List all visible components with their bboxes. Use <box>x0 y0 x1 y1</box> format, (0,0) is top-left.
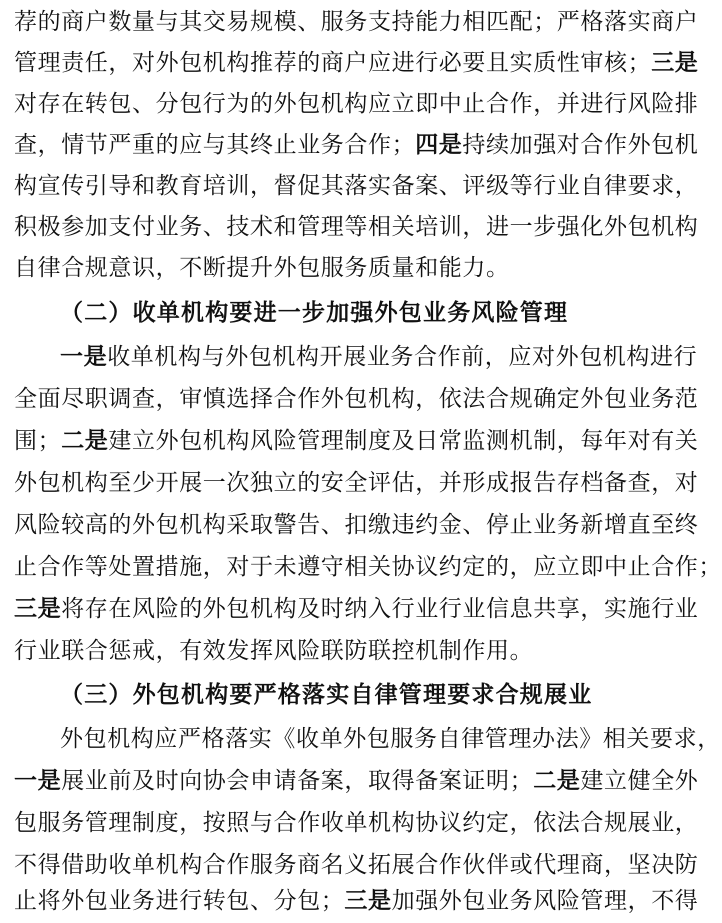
text-run: 持续加强对合作外包机 <box>462 132 699 158</box>
text-line <box>14 419 699 463</box>
text-line <box>14 587 699 631</box>
text-run: 包服务管理制度，按照与合作收单机构协议约定，依法合规展业， <box>14 810 699 836</box>
text-line <box>14 759 699 803</box>
text-line <box>14 879 699 923</box>
section-heading-2: （二）收单机构要进一步加强外包业务风险管理 <box>60 300 569 326</box>
text-run: 行业联合惩戒，有效发挥风险联防联控机制作用。 <box>14 638 534 664</box>
text-run: 自律合规意识，不断提升外包服务质量和能力。 <box>14 255 510 281</box>
bold-marker: 三是 <box>14 596 62 622</box>
text-run: 止合作等处置措施，对于未遵守相关协议约定的，应立即中止合作； <box>14 554 722 580</box>
text-run: 不得借助收单机构合作服务商名义拓展合作伙伴或代理商，坚决防 <box>14 852 699 878</box>
text-run: 加强外包业务风险管理，不得 <box>391 888 699 914</box>
text-run: 展业前及时向协会申请备案，取得备案证明； <box>61 768 534 794</box>
text-run: 对存在转包、分包行为的外包机构应立即中止合作，并进行风险排 <box>14 91 699 117</box>
text-line <box>60 335 698 379</box>
bold-marker: 三是 <box>344 888 392 914</box>
text-run: 建立外包机构风险管理制度及日常监测机制，每年对有关 <box>108 428 699 454</box>
text-line <box>14 246 686 290</box>
text-run: 收单机构与外包机构开展业务合作前，应对外包机构进行 <box>107 344 698 370</box>
text-line <box>60 717 721 761</box>
bold-marker: 四是 <box>415 132 463 158</box>
text-run: 全面尽职调查，审慎选择合作外包机构，依法合规确定外包业务范 <box>14 386 699 412</box>
bold-marker: 三是 <box>651 50 699 76</box>
text-line <box>14 41 699 85</box>
text-line <box>14 545 722 589</box>
text-line <box>14 82 699 126</box>
text-run: 建立健全外 <box>580 768 699 794</box>
bold-marker: 二是 <box>61 428 109 454</box>
text-line <box>14 164 699 208</box>
text-line <box>14 503 699 547</box>
text-run: 外包机构至少开展一次独立的安全评估，并形成报告存档备查，对 <box>14 470 699 496</box>
text-run: 外包机构应严格落实《收单外包服务自律管理办法》相关要求， <box>60 726 721 752</box>
text-line <box>14 377 699 421</box>
text-run: 管理责任，对外包机构推荐的商户应进行必要且实质性审核； <box>14 50 652 76</box>
section-heading-3: （三）外包机构要严格落实自律管理要求合规展业 <box>60 682 593 708</box>
text-line <box>14 461 699 505</box>
bold-marker: 一是 <box>14 768 62 794</box>
text-run: 风险较高的外包机构采取警告、扣缴违约金、停止业务新增直至终 <box>14 512 699 538</box>
text-line <box>14 205 699 249</box>
text-run: 查，情节严重的应与其终止业务合作； <box>14 132 416 158</box>
text-run: 将存在风险的外包机构及时纳入行业行业信息共享，实施行业 <box>61 596 699 622</box>
text-run: 荐的商户数量与其交易规模、服务支持能力相匹配；严格落实商户 <box>14 9 699 35</box>
text-run: 围； <box>14 428 62 454</box>
text-run: 积极参加支付业务、技术和管理等相关培训，进一步强化外包机构 <box>14 214 699 240</box>
bold-marker: 二是 <box>533 768 581 794</box>
text-run: 构宣传引导和教育培训，督促其落实备案、评级等行业自律要求， <box>14 173 699 199</box>
text-line <box>14 123 699 167</box>
text-line <box>14 801 699 845</box>
text-run: 止将外包业务进行转包、分包； <box>14 888 345 914</box>
text-line <box>14 629 686 673</box>
text-line <box>14 0 699 44</box>
bold-marker: 一是 <box>60 344 108 370</box>
